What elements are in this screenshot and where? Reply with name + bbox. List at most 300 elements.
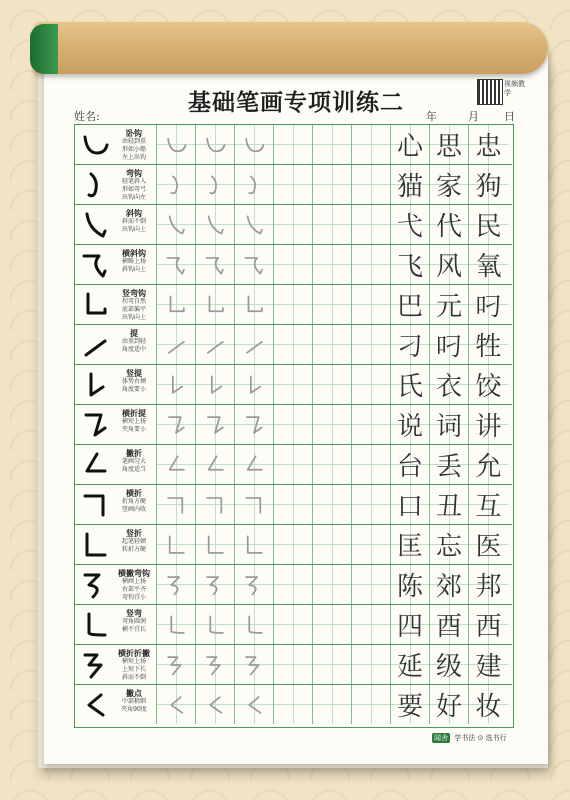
stroke-description: 横短上扬 上短下长 斜而不倒: [121, 658, 146, 681]
stroke-description: 中部稍细 夹角90度: [121, 698, 147, 713]
blank-practice-cell[interactable]: [274, 205, 313, 244]
stroke-description: 轻笔斜入 形如弯弓 出钩向左: [121, 178, 146, 201]
stroke-name: 撇点: [126, 688, 142, 698]
stroke-description: 弯角圆润 横不宜长: [121, 618, 146, 633]
stroke-info: [113, 568, 155, 602]
trace-cell[interactable]: [196, 565, 235, 604]
trace-cell[interactable]: [157, 165, 196, 204]
practice-character: 家: [435, 172, 462, 202]
practice-character: 郊: [435, 572, 462, 602]
blank-practice-cell[interactable]: [313, 245, 352, 284]
trace-stroke-icon: [165, 494, 187, 516]
trace-cell[interactable]: [235, 645, 274, 684]
character-cell[interactable]: [391, 445, 430, 484]
stroke-name: 弯钩: [126, 168, 142, 178]
stroke-description: 体势右倾 角度要小: [121, 378, 146, 393]
trace-cell[interactable]: [157, 205, 196, 244]
stroke-example-icon: [81, 491, 109, 519]
stroke-info: [113, 248, 155, 274]
page-title: 基础笔画专项训练二: [188, 89, 404, 116]
stroke-row: [75, 405, 512, 445]
character-cell[interactable]: [469, 205, 508, 244]
character-cell[interactable]: [391, 645, 430, 684]
stroke-example-icon: [81, 291, 109, 319]
blank-practice-cell[interactable]: [313, 325, 352, 364]
character-cell[interactable]: [430, 445, 469, 484]
trace-cell[interactable]: [196, 285, 235, 324]
stroke-info-cell: [75, 605, 157, 644]
stroke-info: [113, 328, 155, 354]
stroke-info-cell: [75, 525, 157, 564]
trace-stroke-icon: [243, 414, 265, 436]
practice-character: 飞: [396, 252, 423, 282]
stroke-info: [113, 648, 155, 682]
trace-stroke-icon: [165, 294, 187, 316]
trace-stroke-icon: [243, 494, 265, 516]
blank-practice-cell[interactable]: [313, 125, 352, 164]
stroke-info-cell: [75, 205, 157, 244]
trace-stroke-icon: [165, 374, 187, 396]
trace-cell[interactable]: [235, 565, 274, 604]
practice-character: 忘: [435, 532, 462, 562]
blank-practice-cell[interactable]: [352, 605, 391, 644]
character-cell[interactable]: [391, 245, 430, 284]
stroke-row: [75, 365, 512, 405]
stroke-info-cell: [75, 405, 157, 444]
character-cell[interactable]: [430, 405, 469, 444]
character-cell[interactable]: [430, 605, 469, 644]
stroke-info-cell: [75, 285, 157, 324]
character-cell[interactable]: [391, 285, 430, 324]
practice-character: 风: [435, 252, 462, 282]
blank-practice-cell[interactable]: [352, 125, 391, 164]
stroke-info-cell: [75, 125, 157, 164]
stroke-row: [75, 685, 512, 725]
stroke-info-cell: [75, 645, 157, 684]
trace-stroke-icon: [204, 614, 226, 636]
blank-practice-cell[interactable]: [352, 525, 391, 564]
trace-cell[interactable]: [157, 565, 196, 604]
stroke-info-cell: [75, 325, 157, 364]
character-cell[interactable]: [430, 365, 469, 404]
trace-cell[interactable]: [196, 645, 235, 684]
blank-practice-cell[interactable]: [313, 485, 352, 524]
trace-cell[interactable]: [235, 165, 274, 204]
blank-practice-cell[interactable]: [274, 285, 313, 324]
trace-cell[interactable]: [196, 485, 235, 524]
blank-practice-cell[interactable]: [274, 525, 313, 564]
practice-character: 陈: [396, 572, 423, 602]
character-cell[interactable]: [430, 165, 469, 204]
stroke-name: 撇折: [126, 448, 142, 458]
trace-stroke-icon: [204, 214, 226, 236]
stroke-name: 竖弯: [126, 608, 142, 618]
trace-stroke-icon: [204, 454, 226, 476]
character-cell[interactable]: [391, 685, 430, 724]
practice-character: 讲: [475, 412, 502, 442]
trace-stroke-icon: [243, 614, 265, 636]
character-cell[interactable]: [391, 525, 430, 564]
blank-practice-cell[interactable]: [313, 205, 352, 244]
character-cell[interactable]: [391, 605, 430, 644]
year-label: 年: [426, 110, 437, 123]
practice-character: 妆: [475, 692, 502, 722]
character-cell[interactable]: [469, 445, 508, 484]
trace-stroke-icon: [165, 174, 187, 196]
trace-stroke-icon: [243, 174, 265, 196]
stroke-description: 笔画匀大 角度适当: [121, 458, 146, 473]
blank-practice-cell[interactable]: [313, 685, 352, 724]
stroke-description: 拐弯自然 底部偏平 出钩向上: [121, 298, 146, 321]
character-cell[interactable]: [469, 245, 508, 284]
trace-cell[interactable]: [196, 445, 235, 484]
trace-cell[interactable]: [235, 125, 274, 164]
stroke-row: [75, 485, 512, 525]
practice-character: 丢: [435, 452, 462, 482]
blank-practice-cell[interactable]: [274, 485, 313, 524]
blank-practice-cell[interactable]: [274, 645, 313, 684]
binder-end-cap: [30, 24, 58, 74]
stroke-info: [113, 208, 155, 234]
stroke-example-icon: [81, 611, 109, 639]
practice-character: 酉: [435, 612, 462, 642]
blank-practice-cell[interactable]: [274, 325, 313, 364]
trace-cell[interactable]: [157, 685, 196, 724]
stroke-name: 竖提: [126, 368, 142, 378]
blank-practice-cell[interactable]: [352, 165, 391, 204]
blank-practice-cell[interactable]: [313, 645, 352, 684]
trace-cell[interactable]: [235, 285, 274, 324]
trace-cell[interactable]: [196, 685, 235, 724]
character-cell[interactable]: [391, 125, 430, 164]
blank-practice-cell[interactable]: [313, 405, 352, 444]
blank-practice-cell[interactable]: [274, 565, 313, 604]
blank-practice-cell[interactable]: [352, 205, 391, 244]
stroke-row: [75, 565, 512, 605]
character-cell[interactable]: [469, 485, 508, 524]
practice-character: 代: [435, 212, 462, 242]
character-cell[interactable]: [469, 645, 508, 684]
trace-stroke-icon: [204, 494, 226, 516]
blank-practice-cell[interactable]: [274, 165, 313, 204]
stroke-info: [113, 448, 155, 474]
stroke-name: 竖折: [126, 528, 142, 538]
stroke-info: [113, 488, 155, 514]
stroke-description: 起笔轻顿 转折方硬: [121, 538, 146, 553]
trace-stroke-icon: [165, 254, 187, 276]
character-cell[interactable]: [391, 405, 430, 444]
trace-cell[interactable]: [235, 365, 274, 404]
stroke-info: [113, 688, 155, 714]
trace-cell[interactable]: [157, 325, 196, 364]
character-cell[interactable]: [430, 325, 469, 364]
day-label: 日: [504, 110, 515, 123]
stroke-name: 卧钩: [126, 128, 142, 138]
stroke-info: [113, 368, 155, 394]
trace-stroke-icon: [243, 254, 265, 276]
practice-grid: [74, 124, 514, 728]
trace-cell[interactable]: [196, 605, 235, 644]
practice-character: 台: [396, 452, 423, 482]
trace-stroke-icon: [204, 414, 226, 436]
blank-practice-cell[interactable]: [352, 405, 391, 444]
practice-character: 要: [396, 692, 423, 722]
blank-practice-cell[interactable]: [313, 605, 352, 644]
trace-stroke-icon: [204, 174, 226, 196]
stroke-row: [75, 605, 512, 645]
trace-cell[interactable]: [196, 125, 235, 164]
blank-practice-cell[interactable]: [313, 565, 352, 604]
trace-stroke-icon: [243, 534, 265, 556]
character-cell[interactable]: [469, 405, 508, 444]
stroke-info-cell: [75, 245, 157, 284]
trace-cell[interactable]: [235, 685, 274, 724]
character-cell[interactable]: [469, 365, 508, 404]
qr-label: 视频教学: [504, 80, 525, 97]
practice-character: 允: [475, 452, 502, 482]
blank-practice-cell[interactable]: [352, 365, 391, 404]
name-label: 姓名:: [74, 110, 100, 123]
blank-practice-cell[interactable]: [313, 525, 352, 564]
trace-cell[interactable]: [235, 325, 274, 364]
blank-practice-cell[interactable]: [274, 125, 313, 164]
trace-stroke-icon: [243, 214, 265, 236]
trace-cell[interactable]: [157, 605, 196, 644]
practice-character: 心: [396, 132, 423, 162]
stroke-row: [75, 285, 512, 325]
blank-practice-cell[interactable]: [274, 685, 313, 724]
stroke-example-icon: [81, 411, 109, 439]
trace-cell[interactable]: [157, 525, 196, 564]
character-cell[interactable]: [391, 165, 430, 204]
trace-stroke-icon: [243, 694, 265, 716]
trace-cell[interactable]: [235, 405, 274, 444]
practice-character: 衣: [435, 372, 462, 402]
trace-cell[interactable]: [157, 405, 196, 444]
stroke-description: 折角方硬 竖画内收: [121, 498, 146, 513]
practice-character: 叼: [475, 292, 502, 322]
character-cell[interactable]: [391, 565, 430, 604]
stroke-info-cell: [75, 565, 157, 604]
blank-practice-cell[interactable]: [352, 285, 391, 324]
stroke-info: [113, 128, 155, 162]
blank-practice-cell[interactable]: [313, 365, 352, 404]
trace-cell[interactable]: [235, 485, 274, 524]
character-cell[interactable]: [469, 165, 508, 204]
stroke-name: 横折折撇: [118, 648, 150, 658]
practice-character: 牲: [475, 332, 502, 362]
stroke-info-cell: [75, 685, 157, 724]
practice-character: 刁: [396, 332, 423, 362]
stroke-example-icon: [81, 371, 109, 399]
blank-practice-cell[interactable]: [352, 445, 391, 484]
shop-name: 选书行: [485, 734, 507, 742]
trace-cell[interactable]: [196, 205, 235, 244]
practice-character: 忠: [475, 132, 502, 162]
trace-stroke-icon: [243, 374, 265, 396]
stroke-description: 由轻到重 形如小船 左上出钩: [121, 138, 146, 161]
practice-character: 狗: [475, 172, 502, 202]
stroke-description: 斜而不倒 出钩向上: [121, 218, 146, 233]
trace-cell[interactable]: [196, 165, 235, 204]
practice-character: 西: [475, 612, 502, 642]
footer: [432, 733, 507, 743]
character-cell[interactable]: [469, 525, 508, 564]
trace-cell[interactable]: [196, 245, 235, 284]
trace-cell[interactable]: [235, 525, 274, 564]
character-cell[interactable]: [469, 565, 508, 604]
trace-stroke-icon: [165, 414, 187, 436]
practice-character: 猫: [396, 172, 423, 202]
stroke-description: 横短上扬 夹角要小: [121, 418, 146, 433]
character-cell[interactable]: [430, 685, 469, 724]
qr-code-icon[interactable]: [478, 80, 502, 104]
trace-stroke-icon: [165, 134, 187, 156]
character-cell[interactable]: [469, 605, 508, 644]
character-cell[interactable]: [430, 285, 469, 324]
trace-cell[interactable]: [235, 205, 274, 244]
trace-cell[interactable]: [196, 525, 235, 564]
blank-practice-cell[interactable]: [274, 245, 313, 284]
stroke-name: 横折: [126, 488, 142, 498]
trace-cell[interactable]: [235, 445, 274, 484]
stroke-name: 竖弯钩: [122, 288, 146, 298]
stroke-example-icon: [81, 251, 109, 279]
blank-practice-cell[interactable]: [274, 445, 313, 484]
trace-stroke-icon: [243, 334, 265, 356]
trace-stroke-icon: [243, 134, 265, 156]
trace-stroke-icon: [204, 134, 226, 156]
character-cell[interactable]: [391, 205, 430, 244]
character-cell[interactable]: [430, 645, 469, 684]
trace-cell[interactable]: [157, 645, 196, 684]
trace-cell[interactable]: [157, 445, 196, 484]
trace-cell[interactable]: [157, 485, 196, 524]
trace-cell[interactable]: [157, 365, 196, 404]
stroke-row: [75, 645, 512, 685]
blank-practice-cell[interactable]: [352, 325, 391, 364]
practice-character: 氏: [396, 372, 423, 402]
blank-practice-cell[interactable]: [313, 285, 352, 324]
shop-icon: ⊙: [477, 734, 484, 742]
character-cell[interactable]: [391, 325, 430, 364]
trace-cell[interactable]: [157, 285, 196, 324]
character-cell[interactable]: [430, 245, 469, 284]
trace-stroke-icon: [204, 374, 226, 396]
blank-practice-cell[interactable]: [352, 685, 391, 724]
trace-stroke-icon: [165, 614, 187, 636]
blank-practice-cell[interactable]: [352, 645, 391, 684]
blank-practice-cell[interactable]: [274, 405, 313, 444]
blank-practice-cell[interactable]: [352, 485, 391, 524]
practice-character: 巴: [396, 292, 423, 322]
stroke-example-icon: [81, 211, 109, 239]
practice-character: 丑: [435, 492, 462, 522]
character-cell[interactable]: [391, 485, 430, 524]
trace-cell[interactable]: [196, 365, 235, 404]
blank-practice-cell[interactable]: [352, 565, 391, 604]
stroke-info-cell: [75, 365, 157, 404]
stroke-row: [75, 125, 512, 165]
character-cell[interactable]: [391, 365, 430, 404]
trace-cell[interactable]: [157, 245, 196, 284]
blank-practice-cell[interactable]: [274, 365, 313, 404]
stroke-row: [75, 205, 512, 245]
practice-character: 邦: [475, 572, 502, 602]
practice-character: 叼: [435, 332, 462, 362]
practice-character: 说: [396, 412, 423, 442]
trace-stroke-icon: [204, 654, 226, 676]
stroke-name: 横撇弯钩: [118, 568, 150, 578]
month-label: 月: [468, 110, 479, 123]
trace-cell[interactable]: [235, 245, 274, 284]
blank-practice-cell[interactable]: [313, 165, 352, 204]
stroke-example-icon: [81, 331, 109, 359]
practice-character: 医: [475, 532, 502, 562]
stroke-info-cell: [75, 165, 157, 204]
character-cell[interactable]: [469, 325, 508, 364]
brand-badge: 闻舍: [434, 734, 448, 742]
stroke-name: 斜钩: [126, 208, 142, 218]
stroke-info: [113, 168, 155, 202]
trace-cell[interactable]: [196, 325, 235, 364]
character-cell[interactable]: [469, 685, 508, 724]
stroke-name: 横斜钩: [122, 248, 146, 258]
brand-name: 学书法: [454, 734, 476, 742]
practice-character: 词: [435, 412, 462, 442]
trace-stroke-icon: [204, 334, 226, 356]
character-cell[interactable]: [430, 205, 469, 244]
trace-stroke-icon: [243, 294, 265, 316]
stroke-example-icon: [81, 651, 109, 679]
stroke-row: [75, 165, 512, 205]
practice-character: 匡: [396, 532, 423, 562]
trace-cell[interactable]: [235, 605, 274, 644]
character-cell[interactable]: [430, 565, 469, 604]
character-cell[interactable]: [469, 285, 508, 324]
stroke-row: [75, 445, 512, 485]
blank-practice-cell[interactable]: [352, 245, 391, 284]
blank-practice-cell[interactable]: [274, 605, 313, 644]
character-cell[interactable]: [469, 125, 508, 164]
practice-character: 氧: [475, 252, 502, 282]
stroke-name: 横折提: [122, 408, 146, 418]
blank-practice-cell[interactable]: [313, 445, 352, 484]
trace-stroke-icon: [165, 574, 187, 596]
trace-cell[interactable]: [196, 405, 235, 444]
practice-character: 四: [396, 612, 423, 642]
character-cell[interactable]: [430, 485, 469, 524]
trace-stroke-icon: [165, 654, 187, 676]
practice-character: 思: [435, 132, 462, 162]
trace-stroke-icon: [204, 694, 226, 716]
stroke-info: [113, 608, 155, 634]
stroke-info-cell: [75, 485, 157, 524]
practice-character: 级: [435, 652, 462, 682]
stroke-row: [75, 325, 512, 365]
stroke-info: [113, 408, 155, 434]
stroke-example-icon: [81, 131, 109, 159]
practice-character: 民: [475, 212, 502, 242]
stroke-name: 提: [130, 328, 138, 338]
stroke-info-cell: [75, 445, 157, 484]
binder-bar: [34, 22, 548, 74]
character-cell[interactable]: [430, 525, 469, 564]
character-cell[interactable]: [430, 125, 469, 164]
trace-cell[interactable]: [157, 125, 196, 164]
trace-stroke-icon: [165, 334, 187, 356]
practice-character: 口: [396, 492, 423, 522]
